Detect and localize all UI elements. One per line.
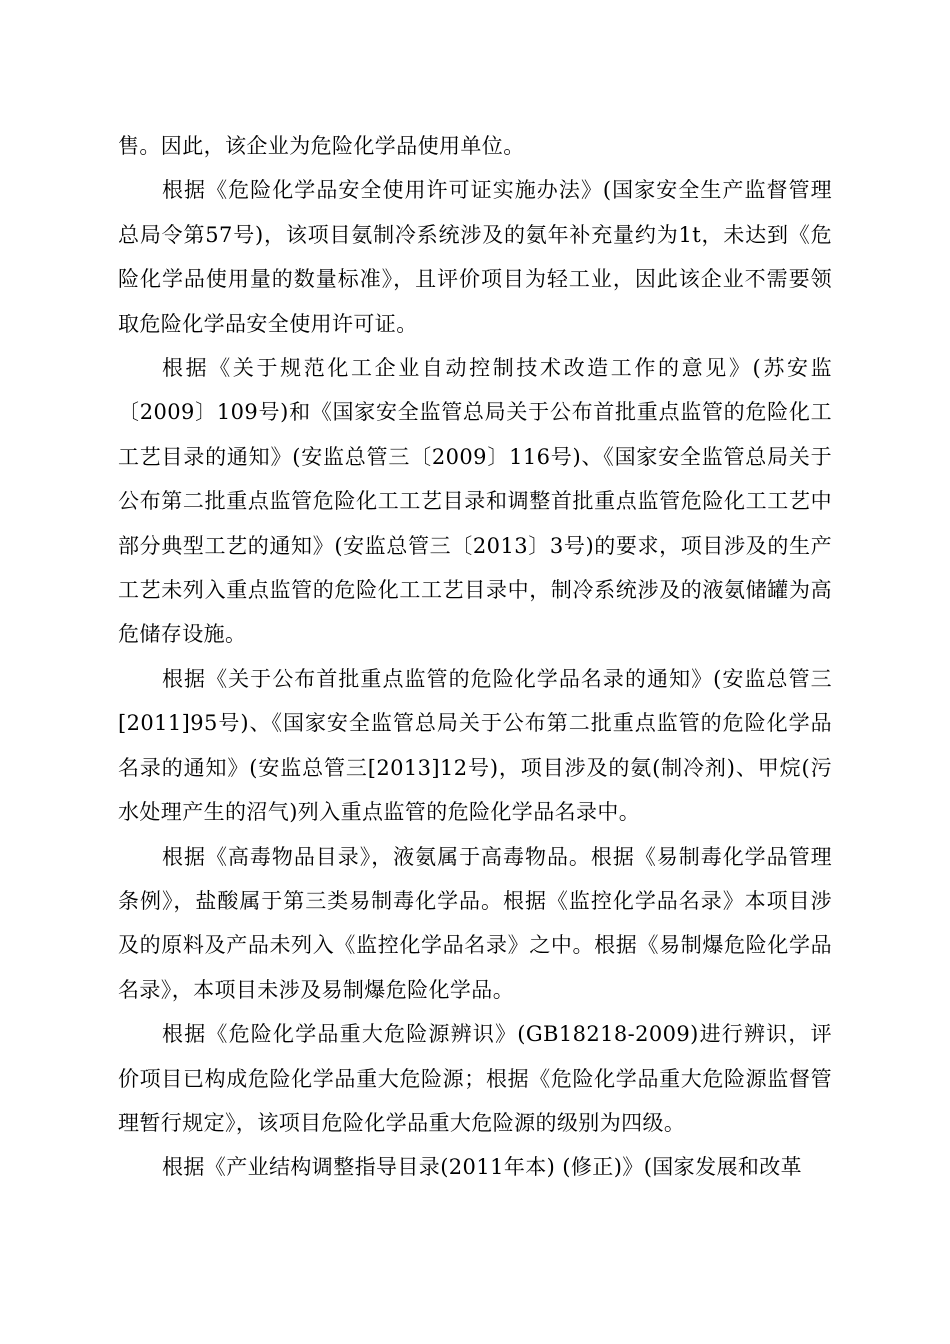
- paragraph-major-hazard-source: 根据《危险化学品重大危险源辨识》(GB18218-2009)进行辨识，评价项目已构成危险化学品重大危险源；根据《危险化学品重大危险源监督管理暂行规定》，该项目危险化学品重大危险源的级别为四级。: [118, 1022, 832, 1135]
- paragraph-industrial-structure: 根据《产业结构调整指导目录(2011年本) (修正)》(国家发展和改革: [162, 1155, 803, 1180]
- paragraph-key-supervised-chemicals: 根据《关于公布首批重点监管的危险化学品名录的通知》(安监总管三[2011]95号)、《国家安全监管总局关于公布第二批重点监管的危险化学品名录的通知》(安监总管三[2013]12号)，项目涉及的氨(制冷剂)、甲烷(污水处理产生的沼气)列入重点监管的危险化学品名录中。: [118, 666, 832, 825]
- paragraph-toxic-precursor: 根据《高毒物品目录》，液氨属于高毒物品。根据《易制毒化学品管理条例》，盐酸属于第三类易制毒化学品。根据《监控化学品名录》本项目涉及的原料及产品未列入《监控化学品名录》之中。根据《易制爆危险化学品名录》，本项目未涉及易制爆危险化学品。: [118, 844, 832, 1002]
- paragraph-chemical-process: 根据《关于规范化工企业自动控制技术改造工作的意见》(苏安监〔2009〕109号)和《国家安全监管总局关于公布首批重点监管的危险化工工艺目录的通知》(安监总管三〔2009〕116号)、《国家安全监管总局关于公布第二批重点监管危险化工工艺目录和调整首批重点监管危险化工工艺中部分典型工艺的通知》(安监总管三〔2013〕3号)的要求，项目涉及的生产工艺未列入重点监管的危险化工工艺目录中，制冷系统涉及的液氨储罐为高危储存设施。: [118, 356, 832, 647]
- paragraph-continuation: 售。因此，该企业为危险化学品使用单位。: [118, 134, 525, 158]
- paragraph-usage-permit: 根据《危险化学品安全使用许可证实施办法》(国家安全生产监督管理总局令第57号)，该项目氨制冷系统涉及的氨年补充量约为1t，未达到《危险化学品使用量的数量标准》，且评价项目为轻工业，因此该企业不需要领取危险化学品安全使用许可证。: [118, 178, 832, 336]
- document-body: [118, 124, 832, 1190]
